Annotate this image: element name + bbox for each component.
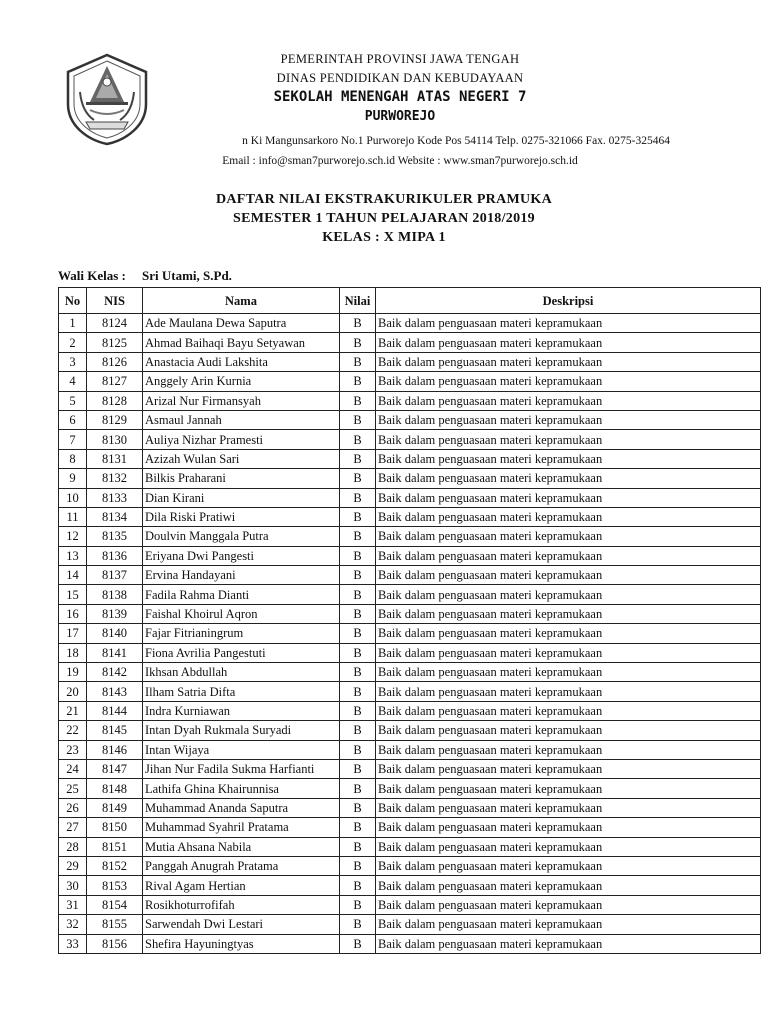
homeroom-teacher (58, 268, 232, 284)
table-row (59, 934, 761, 953)
cell-nis: 8151 (87, 837, 143, 856)
cell-deskripsi: Baik dalam penguasaan materi kepramukaan (376, 915, 761, 934)
table-row (59, 372, 761, 391)
government-name: PEMERINTAH PROVINSI JAWA TENGAH (280, 52, 520, 66)
table-row (59, 391, 761, 410)
cell-nis: 8131 (87, 449, 143, 468)
cell-nis: 8143 (87, 682, 143, 701)
document-semester: SEMESTER 1 TAHUN PELAJARAN 2018/2019 (233, 211, 535, 226)
table-row (59, 798, 761, 817)
cell-no: 9 (59, 469, 87, 488)
cell-nilai: B (340, 740, 376, 759)
cell-nis: 8124 (87, 314, 143, 333)
cell-nis: 8155 (87, 915, 143, 934)
cell-nilai: B (340, 604, 376, 623)
school-contact: Email : info@sman7purworejo.sch.id Website : www.sman7purworejo.sch.id (222, 155, 578, 167)
table-row (59, 915, 761, 934)
cell-nama: Jihan Nur Fadila Sukma Harfianti (143, 759, 340, 778)
cell-nis: 8142 (87, 663, 143, 682)
cell-nis: 8146 (87, 740, 143, 759)
cell-nilai: B (340, 856, 376, 875)
table-row (59, 507, 761, 526)
cell-nis: 8139 (87, 604, 143, 623)
cell-deskripsi: Baik dalam penguasaan materi kepramukaan (376, 624, 761, 643)
cell-no: 11 (59, 507, 87, 526)
cell-deskripsi: Baik dalam penguasaan materi kepramukaan (376, 682, 761, 701)
cell-nis: 8140 (87, 624, 143, 643)
cell-nama: Panggah Anugrah Pratama (143, 856, 340, 875)
cell-nilai: B (340, 430, 376, 449)
cell-no: 27 (59, 818, 87, 837)
cell-nis: 8148 (87, 779, 143, 798)
table-row (59, 527, 761, 546)
cell-nilai: B (340, 876, 376, 895)
cell-nama: Mutia Ahsana Nabila (143, 837, 340, 856)
cell-deskripsi: Baik dalam penguasaan materi kepramukaan (376, 721, 761, 740)
cell-nis: 8152 (87, 856, 143, 875)
cell-no: 5 (59, 391, 87, 410)
cell-nama: Azizah Wulan Sari (143, 449, 340, 468)
cell-nis: 8147 (87, 759, 143, 778)
cell-deskripsi: Baik dalam penguasaan materi kepramukaan (376, 391, 761, 410)
table-row (59, 314, 761, 333)
cell-no: 20 (59, 682, 87, 701)
cell-nama: Lathifa Ghina Khairunnisa (143, 779, 340, 798)
cell-nis: 8145 (87, 721, 143, 740)
cell-nama: Ilham Satria Difta (143, 682, 340, 701)
cell-no: 6 (59, 410, 87, 429)
cell-nama: Eriyana Dwi Pangesti (143, 546, 340, 565)
cell-nis: 8134 (87, 507, 143, 526)
table-row (59, 546, 761, 565)
table-row (59, 604, 761, 623)
cell-nis: 8128 (87, 391, 143, 410)
school-city: PURWOREJO (364, 109, 436, 124)
header-no: No (59, 288, 87, 314)
cell-no: 28 (59, 837, 87, 856)
cell-nilai: B (340, 701, 376, 720)
cell-no: 22 (59, 721, 87, 740)
cell-nama: Ahmad Baihaqi Bayu Setyawan (143, 333, 340, 352)
cell-no: 10 (59, 488, 87, 507)
table-row (59, 856, 761, 875)
cell-no: 3 (59, 352, 87, 371)
table-row (59, 469, 761, 488)
cell-nilai: B (340, 546, 376, 565)
cell-nama: Auliya Nizhar Pramesti (143, 430, 340, 449)
cell-nilai: B (340, 391, 376, 410)
cell-deskripsi: Baik dalam penguasaan materi kepramukaan (376, 372, 761, 391)
table-row (59, 663, 761, 682)
cell-nilai: B (340, 682, 376, 701)
cell-nis: 8154 (87, 895, 143, 914)
cell-nilai: B (340, 333, 376, 352)
cell-nama: Fadila Rahma Dianti (143, 585, 340, 604)
cell-no: 15 (59, 585, 87, 604)
cell-nama: Intan Wijaya (143, 740, 340, 759)
cell-deskripsi: Baik dalam penguasaan materi kepramukaan (376, 527, 761, 546)
cell-nilai: B (340, 915, 376, 934)
cell-no: 31 (59, 895, 87, 914)
cell-nama: Ikhsan Abdullah (143, 663, 340, 682)
cell-no: 33 (59, 934, 87, 953)
cell-deskripsi: Baik dalam penguasaan materi kepramukaan (376, 546, 761, 565)
cell-deskripsi: Baik dalam penguasaan materi kepramukaan (376, 663, 761, 682)
table-row (59, 837, 761, 856)
cell-no: 16 (59, 604, 87, 623)
cell-nilai: B (340, 895, 376, 914)
table-row (59, 876, 761, 895)
header-deskripsi: Deskripsi (376, 288, 761, 314)
cell-nis: 8136 (87, 546, 143, 565)
cell-nis: 8135 (87, 527, 143, 546)
cell-nilai: B (340, 624, 376, 643)
cell-no: 18 (59, 643, 87, 662)
cell-no: 1 (59, 314, 87, 333)
cell-deskripsi: Baik dalam penguasaan materi kepramukaan (376, 779, 761, 798)
cell-deskripsi: Baik dalam penguasaan materi kepramukaan (376, 410, 761, 429)
cell-no: 14 (59, 566, 87, 585)
table-row (59, 624, 761, 643)
cell-nilai: B (340, 372, 376, 391)
cell-nilai: B (340, 798, 376, 817)
table-row (59, 352, 761, 371)
cell-nis: 8137 (87, 566, 143, 585)
cell-no: 17 (59, 624, 87, 643)
table-row (59, 410, 761, 429)
cell-nis: 8125 (87, 333, 143, 352)
cell-deskripsi: Baik dalam penguasaan materi kepramukaan (376, 798, 761, 817)
cell-nilai: B (340, 488, 376, 507)
homeroom-teacher-name: Sri Utami, S.Pd. (142, 268, 232, 283)
agency-name: DINAS PENDIDIKAN DAN KEBUDAYAAN (276, 71, 524, 85)
table-row (59, 818, 761, 837)
cell-nama: Ervina Handayani (143, 566, 340, 585)
cell-nama: Asmaul Jannah (143, 410, 340, 429)
cell-no: 25 (59, 779, 87, 798)
letterhead (0, 0, 768, 180)
table-row (59, 779, 761, 798)
cell-nilai: B (340, 779, 376, 798)
header-nis: NIS (87, 288, 143, 314)
cell-nama: Dila Riski Pratiwi (143, 507, 340, 526)
table-header-row (59, 288, 761, 314)
cell-no: 21 (59, 701, 87, 720)
grades-table (58, 287, 761, 954)
cell-no: 12 (59, 527, 87, 546)
cell-nis: 8150 (87, 818, 143, 837)
cell-no: 8 (59, 449, 87, 468)
cell-nilai: B (340, 449, 376, 468)
cell-nama: Ade Maulana Dewa Saputra (143, 314, 340, 333)
cell-nilai: B (340, 721, 376, 740)
cell-nis: 8126 (87, 352, 143, 371)
table-row (59, 585, 761, 604)
cell-no: 24 (59, 759, 87, 778)
cell-no: 32 (59, 915, 87, 934)
provincial-emblem-icon (62, 52, 152, 146)
document-title: DAFTAR NILAI EKSTRAKURIKULER PRAMUKA (215, 192, 553, 207)
cell-nama: Anggely Arin Kurnia (143, 372, 340, 391)
cell-nilai: B (340, 837, 376, 856)
cell-nama: Dian Kirani (143, 488, 340, 507)
cell-nama: Fiona Avrilia Pangestuti (143, 643, 340, 662)
cell-nilai: B (340, 663, 376, 682)
cell-nilai: B (340, 469, 376, 488)
cell-nilai: B (340, 314, 376, 333)
cell-deskripsi: Baik dalam penguasaan materi kepramukaan (376, 759, 761, 778)
cell-deskripsi: Baik dalam penguasaan materi kepramukaan (376, 585, 761, 604)
cell-nis: 8141 (87, 643, 143, 662)
cell-nilai: B (340, 352, 376, 371)
school-name: SEKOLAH MENENGAH ATAS NEGERI 7 (273, 89, 527, 105)
cell-deskripsi: Baik dalam penguasaan materi kepramukaan (376, 314, 761, 333)
cell-deskripsi: Baik dalam penguasaan materi kepramukaan (376, 488, 761, 507)
cell-nilai: B (340, 507, 376, 526)
cell-nama: Shefira Hayuningtyas (143, 934, 340, 953)
cell-no: 4 (59, 372, 87, 391)
cell-deskripsi: Baik dalam penguasaan materi kepramukaan (376, 895, 761, 914)
cell-deskripsi: Baik dalam penguasaan materi kepramukaan (376, 333, 761, 352)
cell-deskripsi: Baik dalam penguasaan materi kepramukaan (376, 818, 761, 837)
table-row (59, 682, 761, 701)
cell-deskripsi: Baik dalam penguasaan materi kepramukaan (376, 566, 761, 585)
cell-deskripsi: Baik dalam penguasaan materi kepramukaan (376, 507, 761, 526)
cell-nilai: B (340, 585, 376, 604)
cell-deskripsi: Baik dalam penguasaan materi kepramukaan (376, 643, 761, 662)
cell-nis: 8129 (87, 410, 143, 429)
cell-deskripsi: Baik dalam penguasaan materi kepramukaan (376, 701, 761, 720)
cell-nama: Anastacia Audi Lakshita (143, 352, 340, 371)
cell-nis: 8127 (87, 372, 143, 391)
cell-no: 23 (59, 740, 87, 759)
cell-nilai: B (340, 410, 376, 429)
cell-nis: 8144 (87, 701, 143, 720)
table-row (59, 643, 761, 662)
header-nilai: Nilai (340, 288, 376, 314)
cell-nilai: B (340, 643, 376, 662)
cell-nilai: B (340, 566, 376, 585)
cell-nama: Intan Dyah Rukmala Suryadi (143, 721, 340, 740)
cell-deskripsi: Baik dalam penguasaan materi kepramukaan (376, 934, 761, 953)
cell-deskripsi: Baik dalam penguasaan materi kepramukaan (376, 604, 761, 623)
table-row (59, 333, 761, 352)
cell-no: 26 (59, 798, 87, 817)
cell-nis: 8133 (87, 488, 143, 507)
cell-no: 30 (59, 876, 87, 895)
cell-deskripsi: Baik dalam penguasaan materi kepramukaan (376, 856, 761, 875)
cell-nama: Rival Agam Hertian (143, 876, 340, 895)
cell-nilai: B (340, 759, 376, 778)
table-row (59, 430, 761, 449)
cell-nilai: B (340, 527, 376, 546)
cell-nama: Indra Kurniawan (143, 701, 340, 720)
homeroom-teacher-label: Wali Kelas : (58, 268, 126, 283)
cell-deskripsi: Baik dalam penguasaan materi kepramukaan (376, 449, 761, 468)
cell-deskripsi: Baik dalam penguasaan materi kepramukaan (376, 430, 761, 449)
cell-no: 29 (59, 856, 87, 875)
cell-nama: Doulvin Manggala Putra (143, 527, 340, 546)
cell-deskripsi: Baik dalam penguasaan materi kepramukaan (376, 469, 761, 488)
cell-nama: Bilkis Praharani (143, 469, 340, 488)
document-class: KELAS : X MIPA 1 (322, 230, 446, 245)
cell-nis: 8153 (87, 876, 143, 895)
table-row (59, 488, 761, 507)
header-nama: Nama (143, 288, 340, 314)
table-row (59, 566, 761, 585)
cell-nis: 8132 (87, 469, 143, 488)
school-address: n Ki Mangunsarkoro No.1 Purworejo Kode Pos 54114 Telp. 0275-321066 Fax. 0275-325464 (242, 135, 670, 147)
cell-deskripsi: Baik dalam penguasaan materi kepramukaan (376, 837, 761, 856)
cell-nis: 8130 (87, 430, 143, 449)
cell-nama: Muhammad Syahril Pratama (143, 818, 340, 837)
table-row (59, 701, 761, 720)
table-row (59, 759, 761, 778)
cell-no: 2 (59, 333, 87, 352)
cell-deskripsi: Baik dalam penguasaan materi kepramukaan (376, 352, 761, 371)
table-row (59, 895, 761, 914)
cell-nis: 8138 (87, 585, 143, 604)
cell-nama: Muhammad Ananda Saputra (143, 798, 340, 817)
cell-no: 13 (59, 546, 87, 565)
table-row (59, 740, 761, 759)
cell-nama: Sarwendah Dwi Lestari (143, 915, 340, 934)
table-row (59, 721, 761, 740)
table-row (59, 449, 761, 468)
cell-nama: Arizal Nur Firmansyah (143, 391, 340, 410)
cell-no: 7 (59, 430, 87, 449)
cell-nama: Faishal Khoirul Aqron (143, 604, 340, 623)
cell-no: 19 (59, 663, 87, 682)
cell-nama: Fajar Fitrianingrum (143, 624, 340, 643)
cell-nis: 8156 (87, 934, 143, 953)
cell-nama: Rosikhoturrofifah (143, 895, 340, 914)
cell-nis: 8149 (87, 798, 143, 817)
cell-nilai: B (340, 934, 376, 953)
cell-nilai: B (340, 818, 376, 837)
cell-deskripsi: Baik dalam penguasaan materi kepramukaan (376, 876, 761, 895)
cell-deskripsi: Baik dalam penguasaan materi kepramukaan (376, 740, 761, 759)
